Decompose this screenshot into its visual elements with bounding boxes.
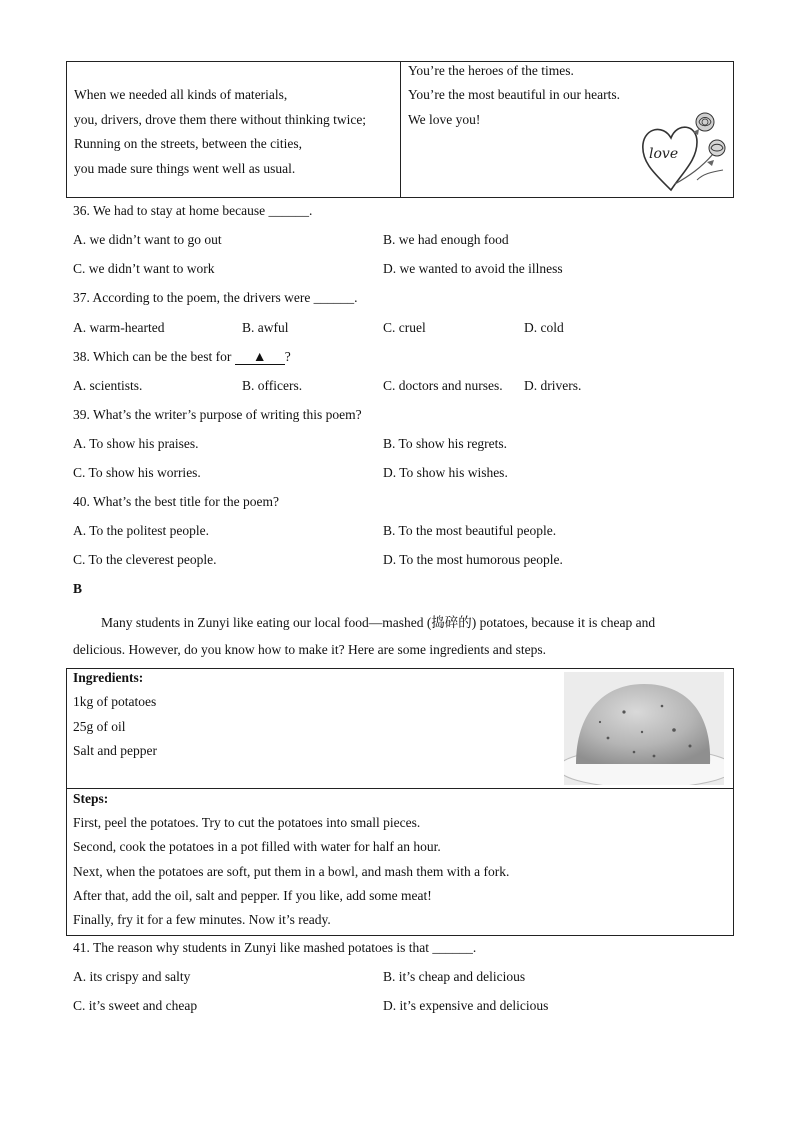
answer-blank [235,350,285,365]
poem-left-line: you, drivers, drove them there without thinking twice; [74,112,367,127]
question-36: 36. We had to stay at home because ______. [73,203,313,218]
poem-table [66,61,734,198]
question-39: 39. What’s the writer’s purpose of writing this poem? [73,407,362,422]
recipe-table-divider [67,788,733,789]
ingredient-item: 1kg of potatoes [73,694,157,709]
option: A. warm-hearted [73,320,165,335]
option: A. To the politest people. [73,523,210,538]
question-41: 41. The reason why students in Zunyi like mashed potatoes is that ______. [73,940,477,955]
option: D. it’s expensive and delicious [383,998,549,1013]
poem-left-line: you made sure things went well as usual. [74,161,296,176]
ingredient-item: 25g of oil [73,719,126,734]
rose-icon [709,140,725,156]
step-item: Next, when the potatoes are soft, put them in a bowl, and mash them with a fork. [73,864,510,879]
step-item: Second, cook the potatoes in a pot filled with water for half an hour. [73,839,441,854]
section-b-intro: Many students in Zunyi like eating our local food—mashed (捣碎的) potatoes, because it is cheap and [101,615,656,630]
poem-right-line: You’re the most beautiful in our hearts. [408,87,620,102]
poem-table-divider [400,62,401,197]
section-b-intro: delicious. However, do you know how to make it? Here are some ingredients and steps. [73,642,546,657]
option: C. we didn’t want to work [73,261,215,276]
option: B. it’s cheap and delicious [383,969,526,984]
love-heart-emblem [637,110,729,194]
option: B. To show his regrets. [383,436,508,451]
question-38-text: 38. Which can be the best for [73,349,235,364]
poem-left-line: When we needed all kinds of materials, [74,87,288,102]
option: C. To the cleverest people. [73,552,217,567]
option: C. cruel [383,320,426,335]
option: D. drivers. [524,378,582,393]
question-37: 37. According to the poem, the drivers were ______. [73,290,358,305]
option: C. To show his worries. [73,465,201,480]
poem-right-line: We love you! [408,112,481,127]
poem-right-line: You’re the heroes of the times. [408,63,574,78]
option: A. To show his praises. [73,436,199,451]
option: C. doctors and nurses. [383,378,503,393]
option: A. scientists. [73,378,143,393]
option: B. we had enough food [383,232,509,247]
recipe-table [66,668,734,936]
section-b-heading: B [73,581,83,596]
triangle-marker-icon: ▲ [252,350,267,365]
mashed-potatoes-photo [564,672,724,785]
poem-left-line: Running on the streets, between the cities, [74,136,302,151]
question-38 [73,349,291,365]
question-38-suffix: ? [284,349,291,364]
ingredients-title: Ingredients: [73,670,144,685]
option: C. it’s sweet and cheap [73,998,198,1013]
rose-icon [696,113,714,131]
option: D. To the most humorous people. [383,552,563,567]
option: D. To show his wishes. [383,465,508,480]
option: B. awful [242,320,289,335]
question-40: 40. What’s the best title for the poem? [73,494,279,509]
step-item: After that, add the oil, salt and pepper. If you like, add some meat! [73,888,432,903]
option: A. we didn’t want to go out [73,232,222,247]
option: B. officers. [242,378,303,393]
love-text: love [649,146,679,162]
option: D. we wanted to avoid the illness [383,261,563,276]
steps-title: Steps: [73,791,109,806]
option: A. its crispy and salty [73,969,191,984]
step-item: First, peel the potatoes. Try to cut the potatoes into small pieces. [73,815,421,830]
option: D. cold [524,320,564,335]
option: B. To the most beautiful people. [383,523,557,538]
ingredient-item: Salt and pepper [73,743,157,758]
step-item: Finally, fry it for a few minutes. Now it’s ready. [73,912,331,927]
